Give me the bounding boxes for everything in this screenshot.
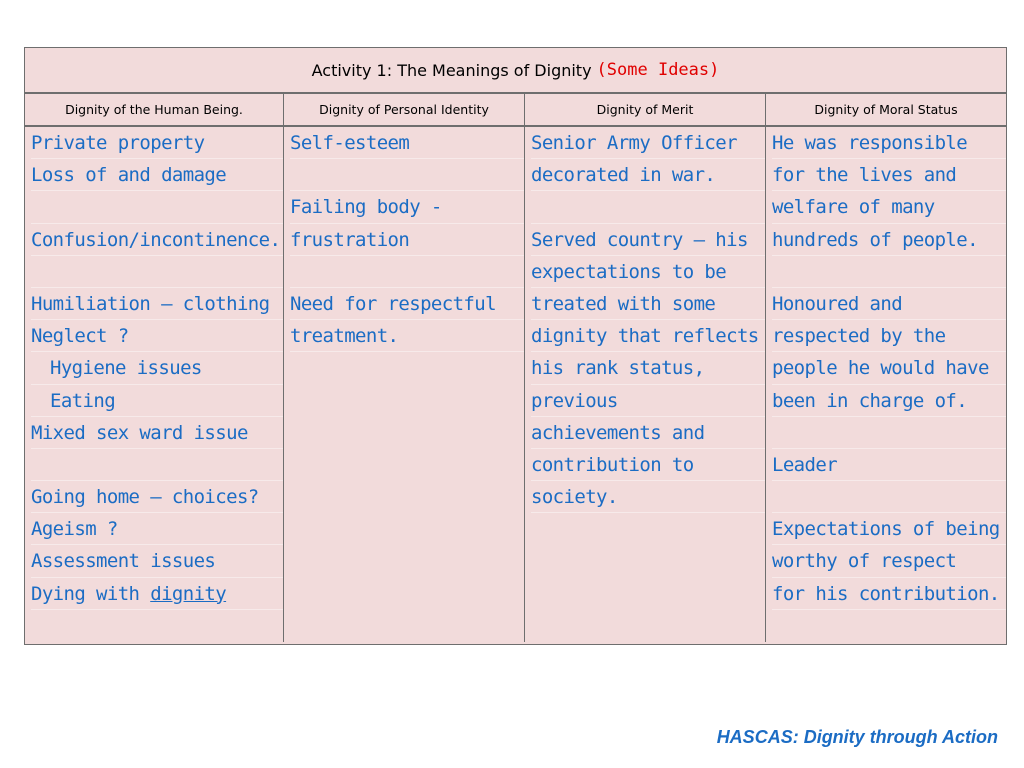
blank-line [531, 191, 765, 223]
list-item: expectations to be [531, 256, 765, 288]
blank-line [290, 256, 524, 288]
blank-line [290, 159, 524, 191]
table-body-row [25, 127, 1006, 642]
list-item: Expectations of being [772, 513, 1006, 545]
column-human-being [25, 127, 284, 642]
footer-tagline: HASCAS: Dignity through Action [716, 727, 998, 747]
list-item: contribution to [531, 449, 765, 481]
list-item: society. [531, 481, 765, 513]
list-item: Loss of and damage [31, 159, 283, 191]
dying-with-text: Dying with [31, 582, 151, 605]
list-item: worthy of respect [772, 545, 1006, 577]
list-item: his rank status, [531, 352, 765, 384]
header-moral-status: Dignity of Moral Status [814, 102, 958, 117]
list-item: Assessment issues [31, 545, 283, 577]
list-item: Failing body - [290, 191, 524, 223]
list-item: treated with some [531, 288, 765, 320]
list-item: for the lives and [772, 159, 1006, 191]
list-item: respected by the [772, 320, 1006, 352]
header-personal-identity: Dignity of Personal Identity [284, 94, 525, 125]
list-item: achievements and [531, 417, 765, 449]
list-item: dignity that reflects [531, 320, 765, 352]
column-personal-identity [284, 127, 525, 642]
list-item: Going home – choices? [31, 481, 283, 513]
list-item: decorated in war. [531, 159, 765, 191]
list-item: Neglect ? [31, 320, 283, 352]
list-item: hundreds of people. [772, 224, 1006, 256]
list-item: He was responsible [772, 127, 1006, 159]
list-item: Mixed sex ward issue [31, 417, 283, 449]
dignity-underlined: dignity [150, 582, 227, 605]
column-moral-status [766, 127, 1006, 642]
dignity-table [24, 47, 1007, 645]
list-item: frustration [290, 224, 524, 256]
blank-line [772, 256, 1006, 288]
blank-line [31, 256, 283, 288]
list-item: Hygiene issues [31, 352, 283, 384]
list-item: Humiliation – clothing [31, 288, 283, 320]
list-item: people he would have [772, 352, 1006, 384]
list-item: Confusion/incontinence. [31, 224, 283, 256]
list-item: Eating [31, 385, 283, 417]
list-item: Leader [772, 449, 1006, 481]
list-item: Private property [31, 127, 283, 159]
list-item: Self-esteem [290, 127, 524, 159]
list-item: Need for respectful [290, 288, 524, 320]
column-header-row [25, 94, 1006, 127]
list-item: treatment. [290, 320, 524, 352]
list-item: Honoured and [772, 288, 1006, 320]
header-human-being: Dignity of the Human Being. [25, 94, 284, 125]
list-item: Senior Army Officer [531, 127, 765, 159]
title-highlight: (Some Ideas) [596, 60, 720, 80]
list-item: been in charge of. [772, 385, 1006, 417]
blank-line [772, 417, 1006, 449]
title-main: Activity 1: The Meanings of Dignity [311, 60, 592, 80]
header-merit: Dignity of Merit [525, 94, 766, 125]
list-item [31, 578, 283, 610]
blank-line [772, 481, 1006, 513]
list-item: previous [531, 385, 765, 417]
blank-line [31, 449, 283, 481]
list-item: for his contribution. [772, 578, 1006, 610]
blank-line [31, 191, 283, 223]
table-title [25, 48, 1006, 94]
list-item: Served country – his [531, 224, 765, 256]
list-item: welfare of many [772, 191, 1006, 223]
list-item: Ageism ? [31, 513, 283, 545]
column-merit [525, 127, 766, 642]
